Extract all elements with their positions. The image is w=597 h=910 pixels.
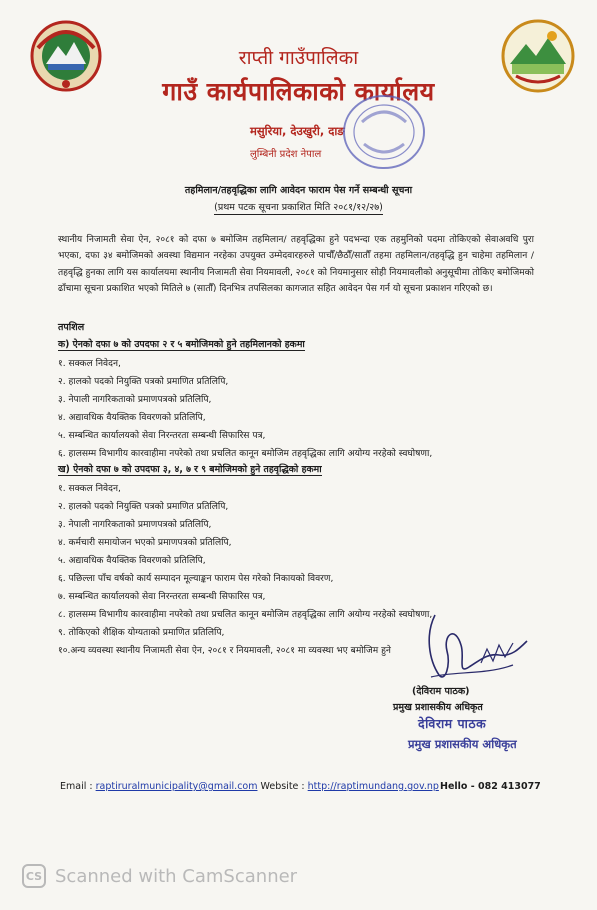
section-a-item: ६. हालसम्म विभागीय कारवाहीमा नपरेको तथा प्रचलित कानून बमोजिम तहवृद्धिका लागि अयोग्य नरहेको स्वघोषणा, <box>58 449 433 459</box>
section-b-item: ७. सम्बन्धित कार्यालयको सेवा निरन्तरता सम्बन्धी सिफारिस पत्र, <box>58 592 266 602</box>
section-b-item: ६. पछिल्ला पाँच वर्षको कार्य सम्पादन मूल्याङ्कन फाराम पेस गरेको निकायको विवरण, <box>58 574 334 584</box>
camscanner-icon: CS <box>22 864 46 888</box>
section-a-item: ३. नेपाली नागरिकताको प्रमाणपत्रको प्रतिलिपि, <box>58 395 212 405</box>
phone-number: Hello - 082 413077 <box>440 781 541 792</box>
camscanner-watermark <box>22 864 297 888</box>
details-heading: तपशिल <box>58 322 85 333</box>
section-a-item: १. सक्कल निवेदन, <box>58 359 121 369</box>
section-a-item: २. हालको पदको नियुक्ति पत्रको प्रमाणित प्रतिलिपि, <box>58 377 229 387</box>
section-a-item: ५. सम्बन्धित कार्यालयको सेवा निरन्तरता सम्बन्धी सिफारिस पत्र, <box>58 431 266 441</box>
section-b-item: २. हालको पदको नियुक्ति पत्रको प्रमाणित प्रतिलिपि, <box>58 502 229 512</box>
email-link[interactable]: raptiruralmunicipality@gmail.com <box>95 781 258 792</box>
notice-body: स्थानीय निजामती सेवा ऐन, २०८१ को दफा ७ बमोजिम तहमिलान/ तहवृद्धिका हुने पदभन्दा एक तहमुनिको पदमा तोकिएको सेवाअवधि पुरा भएका, दफा ३४ बमोजिमको अवस्था विद्यमान नरहेका उपयुक्त उम्मेदवारहरुले पाचौँ/छैठौँ/सातौँ तहमा तहमिलान/तहवृद्धि हुन चाहेमा तहमिलान / तहवृद्धि हुनका लागि यस कार्यालयमा स्थानीय निजामती सेवा नियमावली, २०८१ को नियमानुसार सोही नियमावलीको अनुसूचीमा तोकिए बमोजिमको ढाँचामा सूचना प्रकाशित भएको मितिले ७ (सातौँ) दिनभित्र तपसिलका कागजात सहित आवेदन पेस गर्न यो सूचना प्रकाशन गरिएको छ। <box>58 235 534 294</box>
email-label: Email : <box>60 781 93 792</box>
office-name-line2: गाउँ कार्यपालिकाको कार्यालय <box>162 77 435 106</box>
signatory-name: (देविराम पाठक) <box>412 686 470 697</box>
section-b-item: ९. तोकिएको शैक्षिक योग्यताको प्रमाणित प्रतिलिपि, <box>58 628 225 638</box>
seal-title-stamp: प्रमुख प्रशासकीय अधिकृत <box>408 737 517 751</box>
office-address: मसुरिया, देउखुरी, दाङ <box>250 124 345 138</box>
camscanner-text: Scanned with CamScanner <box>55 865 298 887</box>
website-label: Website : <box>260 781 305 792</box>
section-b-item: ४. कर्मचारी समायोजन भएको प्रमाणपत्रको प्रतिलिपि, <box>58 538 232 548</box>
seal-name-stamp: देविराम पाठक <box>418 716 487 731</box>
section-b-title: ख) ऐनको दफा ७ को उपदफा ३, ४, ७ र ९ बमोजिमको हुने तहवृद्धिको हकमा <box>58 464 322 475</box>
section-a-title: क) ऐनको दफा ७ को उपदफा २ र ५ बमोजिमको हुने तहमिलानको हकमा <box>58 339 305 350</box>
section-b-item: १०.अन्य व्यवस्था स्थानीय निजामती सेवा ऐन, २०८१ र नियमावली, २०८१ मा व्यवस्था भए बमोजिम हुने <box>58 646 391 656</box>
website-link[interactable]: http://raptimundang.gov.np <box>307 781 439 792</box>
office-province: लुम्बिनी प्रदेश नेपाल <box>250 149 322 160</box>
section-a-item: ४. अद्यावधिक वैयक्तिक विवरणको प्रतिलिपि, <box>58 413 206 423</box>
handwritten-signature <box>395 605 535 695</box>
section-b-item: १. सक्कल निवेदन, <box>58 484 121 494</box>
signatory-title: प्रमुख प्रशासकीय अधिकृत <box>393 702 483 713</box>
notice-subject: तहमिलान/तहवृद्धिका लागि आवेदन फाराम पेस गर्ने सम्बन्धी सूचना <box>184 185 413 196</box>
section-b-item: ८. हालसम्म विभागीय कारवाहीमा नपरेको तथा प्रचलित कानून बमोजिम तहवृद्धिका लागि अयोग्य नरहेको स्वघोषणा, <box>58 610 433 620</box>
notice-publish-date: (प्रथम पटक सूचना प्रकाशित मिति २०८१/१२/२७) <box>214 202 383 213</box>
office-round-stamp <box>340 92 428 172</box>
contact-footer <box>60 781 540 792</box>
section-b-item: ३. नेपाली नागरिकताको प्रमाणपत्रको प्रतिलिपि, <box>58 520 212 530</box>
office-name-line1: राप्ती गाउँपालिका <box>238 47 359 69</box>
section-b-item: ५. अद्यावधिक वैयक्तिक विवरणको प्रतिलिपि, <box>58 556 206 566</box>
